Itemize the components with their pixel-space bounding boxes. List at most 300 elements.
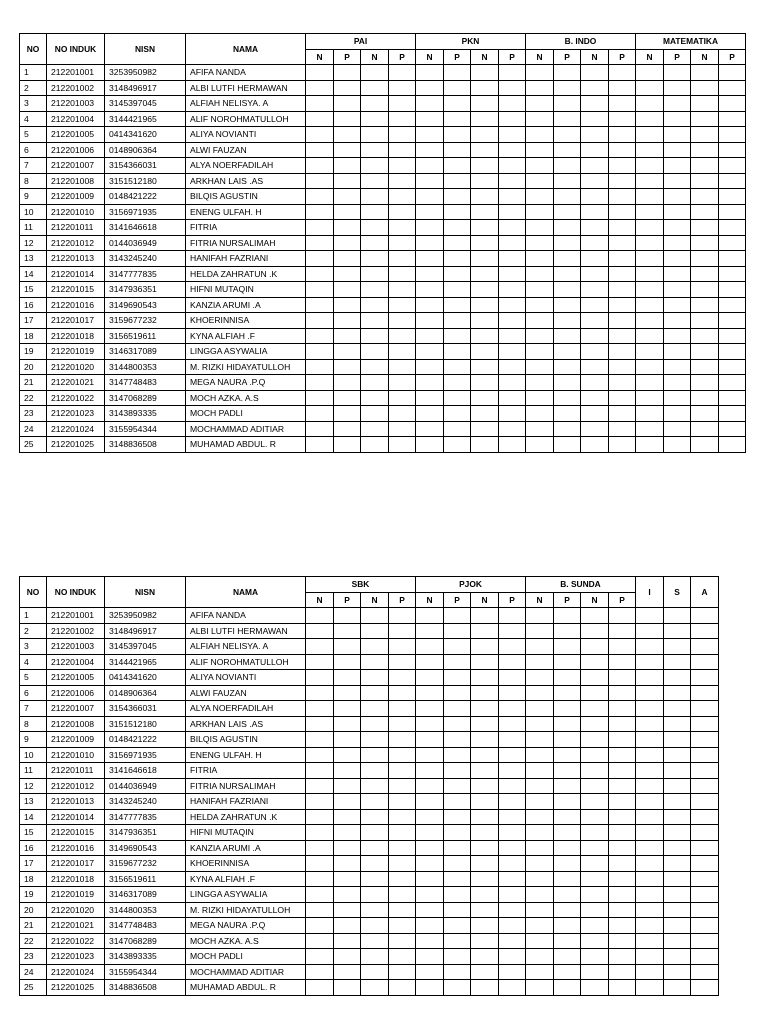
score-cell[interactable] bbox=[389, 716, 416, 732]
score-cell[interactable] bbox=[609, 437, 636, 453]
score-cell[interactable] bbox=[444, 359, 471, 375]
score-cell[interactable] bbox=[691, 344, 719, 360]
score-cell[interactable] bbox=[444, 964, 471, 980]
score-cell[interactable] bbox=[609, 685, 636, 701]
score-cell[interactable] bbox=[664, 608, 691, 624]
score-cell[interactable] bbox=[581, 809, 609, 825]
score-cell[interactable] bbox=[609, 825, 636, 841]
score-cell[interactable] bbox=[499, 406, 526, 422]
score-cell[interactable] bbox=[554, 871, 581, 887]
score-cell[interactable] bbox=[334, 933, 361, 949]
score-cell[interactable] bbox=[499, 251, 526, 267]
score-cell[interactable] bbox=[389, 437, 416, 453]
score-cell[interactable] bbox=[719, 282, 746, 298]
score-cell[interactable] bbox=[306, 856, 334, 872]
score-cell[interactable] bbox=[581, 406, 609, 422]
score-cell[interactable] bbox=[471, 251, 499, 267]
score-cell[interactable] bbox=[499, 375, 526, 391]
score-cell[interactable] bbox=[444, 127, 471, 143]
score-cell[interactable] bbox=[499, 747, 526, 763]
score-cell[interactable] bbox=[334, 390, 361, 406]
score-cell[interactable] bbox=[361, 732, 389, 748]
score-cell[interactable] bbox=[554, 825, 581, 841]
score-cell[interactable] bbox=[581, 949, 609, 965]
score-cell[interactable] bbox=[444, 96, 471, 112]
score-cell[interactable] bbox=[499, 297, 526, 313]
score-cell[interactable] bbox=[581, 701, 609, 717]
score-cell[interactable] bbox=[581, 251, 609, 267]
score-cell[interactable] bbox=[334, 158, 361, 174]
score-cell[interactable] bbox=[554, 763, 581, 779]
score-cell[interactable] bbox=[471, 794, 499, 810]
score-cell[interactable] bbox=[444, 313, 471, 329]
score-cell[interactable] bbox=[526, 421, 554, 437]
score-cell[interactable] bbox=[609, 716, 636, 732]
score-cell[interactable] bbox=[719, 313, 746, 329]
score-cell[interactable] bbox=[306, 701, 334, 717]
score-cell[interactable] bbox=[691, 127, 719, 143]
score-cell[interactable] bbox=[361, 111, 389, 127]
score-cell[interactable] bbox=[444, 204, 471, 220]
score-cell[interactable] bbox=[471, 840, 499, 856]
score-cell[interactable] bbox=[636, 96, 664, 112]
score-cell[interactable] bbox=[306, 235, 334, 251]
score-cell[interactable] bbox=[444, 716, 471, 732]
score-cell[interactable] bbox=[691, 204, 719, 220]
score-cell[interactable] bbox=[609, 918, 636, 934]
score-cell[interactable] bbox=[526, 654, 554, 670]
score-cell[interactable] bbox=[361, 96, 389, 112]
score-cell[interactable] bbox=[664, 173, 691, 189]
score-cell[interactable] bbox=[664, 235, 691, 251]
score-cell[interactable] bbox=[471, 670, 499, 686]
score-cell[interactable] bbox=[444, 980, 471, 996]
score-cell[interactable] bbox=[691, 608, 719, 624]
score-cell[interactable] bbox=[691, 670, 719, 686]
score-cell[interactable] bbox=[416, 933, 444, 949]
score-cell[interactable] bbox=[609, 390, 636, 406]
score-cell[interactable] bbox=[499, 716, 526, 732]
score-cell[interactable] bbox=[471, 437, 499, 453]
score-cell[interactable] bbox=[444, 794, 471, 810]
score-cell[interactable] bbox=[554, 173, 581, 189]
score-cell[interactable] bbox=[609, 747, 636, 763]
score-cell[interactable] bbox=[719, 96, 746, 112]
score-cell[interactable] bbox=[664, 127, 691, 143]
score-cell[interactable] bbox=[636, 778, 664, 794]
score-cell[interactable] bbox=[636, 282, 664, 298]
score-cell[interactable] bbox=[664, 344, 691, 360]
score-cell[interactable] bbox=[306, 763, 334, 779]
score-cell[interactable] bbox=[499, 840, 526, 856]
score-cell[interactable] bbox=[636, 375, 664, 391]
score-cell[interactable] bbox=[389, 359, 416, 375]
score-cell[interactable] bbox=[664, 949, 691, 965]
score-cell[interactable] bbox=[416, 778, 444, 794]
score-cell[interactable] bbox=[691, 809, 719, 825]
score-cell[interactable] bbox=[499, 639, 526, 655]
score-cell[interactable] bbox=[581, 204, 609, 220]
score-cell[interactable] bbox=[691, 142, 719, 158]
score-cell[interactable] bbox=[581, 840, 609, 856]
score-cell[interactable] bbox=[609, 639, 636, 655]
score-cell[interactable] bbox=[554, 80, 581, 96]
score-cell[interactable] bbox=[554, 375, 581, 391]
score-cell[interactable] bbox=[361, 80, 389, 96]
score-cell[interactable] bbox=[691, 654, 719, 670]
score-cell[interactable] bbox=[526, 313, 554, 329]
score-cell[interactable] bbox=[581, 328, 609, 344]
score-cell[interactable] bbox=[609, 763, 636, 779]
score-cell[interactable] bbox=[361, 918, 389, 934]
score-cell[interactable] bbox=[389, 933, 416, 949]
score-cell[interactable] bbox=[361, 809, 389, 825]
score-cell[interactable] bbox=[636, 670, 664, 686]
score-cell[interactable] bbox=[719, 421, 746, 437]
score-cell[interactable] bbox=[444, 111, 471, 127]
score-cell[interactable] bbox=[691, 685, 719, 701]
score-cell[interactable] bbox=[334, 856, 361, 872]
score-cell[interactable] bbox=[444, 173, 471, 189]
score-cell[interactable] bbox=[334, 623, 361, 639]
score-cell[interactable] bbox=[636, 902, 664, 918]
score-cell[interactable] bbox=[554, 406, 581, 422]
score-cell[interactable] bbox=[306, 328, 334, 344]
score-cell[interactable] bbox=[306, 887, 334, 903]
score-cell[interactable] bbox=[526, 158, 554, 174]
score-cell[interactable] bbox=[499, 189, 526, 205]
score-cell[interactable] bbox=[526, 375, 554, 391]
score-cell[interactable] bbox=[471, 313, 499, 329]
score-cell[interactable] bbox=[499, 933, 526, 949]
score-cell[interactable] bbox=[444, 375, 471, 391]
score-cell[interactable] bbox=[526, 825, 554, 841]
score-cell[interactable] bbox=[526, 856, 554, 872]
score-cell[interactable] bbox=[361, 701, 389, 717]
score-cell[interactable] bbox=[471, 825, 499, 841]
score-cell[interactable] bbox=[581, 297, 609, 313]
score-cell[interactable] bbox=[636, 871, 664, 887]
score-cell[interactable] bbox=[554, 623, 581, 639]
score-cell[interactable] bbox=[334, 142, 361, 158]
score-cell[interactable] bbox=[334, 344, 361, 360]
score-cell[interactable] bbox=[389, 204, 416, 220]
score-cell[interactable] bbox=[334, 639, 361, 655]
score-cell[interactable] bbox=[444, 282, 471, 298]
score-cell[interactable] bbox=[334, 204, 361, 220]
score-cell[interactable] bbox=[636, 251, 664, 267]
score-cell[interactable] bbox=[416, 809, 444, 825]
score-cell[interactable] bbox=[334, 189, 361, 205]
score-cell[interactable] bbox=[361, 871, 389, 887]
score-cell[interactable] bbox=[719, 127, 746, 143]
score-cell[interactable] bbox=[526, 918, 554, 934]
score-cell[interactable] bbox=[526, 980, 554, 996]
score-cell[interactable] bbox=[719, 437, 746, 453]
score-cell[interactable] bbox=[361, 716, 389, 732]
score-cell[interactable] bbox=[306, 251, 334, 267]
score-cell[interactable] bbox=[306, 220, 334, 236]
score-cell[interactable] bbox=[306, 96, 334, 112]
score-cell[interactable] bbox=[609, 406, 636, 422]
score-cell[interactable] bbox=[609, 251, 636, 267]
score-cell[interactable] bbox=[691, 887, 719, 903]
score-cell[interactable] bbox=[691, 871, 719, 887]
score-cell[interactable] bbox=[526, 173, 554, 189]
score-cell[interactable] bbox=[691, 173, 719, 189]
score-cell[interactable] bbox=[636, 158, 664, 174]
score-cell[interactable] bbox=[306, 639, 334, 655]
score-cell[interactable] bbox=[581, 933, 609, 949]
score-cell[interactable] bbox=[499, 266, 526, 282]
score-cell[interactable] bbox=[636, 964, 664, 980]
score-cell[interactable] bbox=[719, 390, 746, 406]
score-cell[interactable] bbox=[691, 313, 719, 329]
score-cell[interactable] bbox=[306, 390, 334, 406]
score-cell[interactable] bbox=[636, 235, 664, 251]
score-cell[interactable] bbox=[389, 794, 416, 810]
score-cell[interactable] bbox=[664, 887, 691, 903]
score-cell[interactable] bbox=[389, 747, 416, 763]
score-cell[interactable] bbox=[416, 313, 444, 329]
score-cell[interactable] bbox=[499, 220, 526, 236]
score-cell[interactable] bbox=[334, 778, 361, 794]
score-cell[interactable] bbox=[554, 778, 581, 794]
score-cell[interactable] bbox=[416, 282, 444, 298]
score-cell[interactable] bbox=[499, 964, 526, 980]
score-cell[interactable] bbox=[499, 96, 526, 112]
score-cell[interactable] bbox=[499, 685, 526, 701]
score-cell[interactable] bbox=[471, 949, 499, 965]
score-cell[interactable] bbox=[306, 654, 334, 670]
score-cell[interactable] bbox=[389, 390, 416, 406]
score-cell[interactable] bbox=[691, 297, 719, 313]
score-cell[interactable] bbox=[471, 809, 499, 825]
score-cell[interactable] bbox=[691, 639, 719, 655]
score-cell[interactable] bbox=[444, 778, 471, 794]
score-cell[interactable] bbox=[554, 142, 581, 158]
score-cell[interactable] bbox=[499, 918, 526, 934]
score-cell[interactable] bbox=[664, 654, 691, 670]
score-cell[interactable] bbox=[581, 608, 609, 624]
score-cell[interactable] bbox=[526, 949, 554, 965]
score-cell[interactable] bbox=[636, 297, 664, 313]
score-cell[interactable] bbox=[581, 918, 609, 934]
score-cell[interactable] bbox=[444, 654, 471, 670]
score-cell[interactable] bbox=[554, 887, 581, 903]
score-cell[interactable] bbox=[664, 96, 691, 112]
score-cell[interactable] bbox=[691, 251, 719, 267]
score-cell[interactable] bbox=[636, 716, 664, 732]
score-cell[interactable] bbox=[361, 173, 389, 189]
score-cell[interactable] bbox=[526, 623, 554, 639]
score-cell[interactable] bbox=[471, 220, 499, 236]
score-cell[interactable] bbox=[361, 421, 389, 437]
score-cell[interactable] bbox=[609, 96, 636, 112]
score-cell[interactable] bbox=[361, 204, 389, 220]
score-cell[interactable] bbox=[499, 887, 526, 903]
score-cell[interactable] bbox=[389, 701, 416, 717]
score-cell[interactable] bbox=[554, 251, 581, 267]
score-cell[interactable] bbox=[554, 949, 581, 965]
score-cell[interactable] bbox=[471, 716, 499, 732]
score-cell[interactable] bbox=[581, 902, 609, 918]
score-cell[interactable] bbox=[636, 406, 664, 422]
score-cell[interactable] bbox=[499, 235, 526, 251]
score-cell[interactable] bbox=[554, 980, 581, 996]
score-cell[interactable] bbox=[471, 639, 499, 655]
score-cell[interactable] bbox=[416, 297, 444, 313]
score-cell[interactable] bbox=[361, 949, 389, 965]
score-cell[interactable] bbox=[306, 297, 334, 313]
score-cell[interactable] bbox=[334, 701, 361, 717]
score-cell[interactable] bbox=[581, 421, 609, 437]
score-cell[interactable] bbox=[526, 639, 554, 655]
score-cell[interactable] bbox=[306, 344, 334, 360]
score-cell[interactable] bbox=[581, 825, 609, 841]
score-cell[interactable] bbox=[554, 158, 581, 174]
score-cell[interactable] bbox=[306, 189, 334, 205]
score-cell[interactable] bbox=[306, 778, 334, 794]
score-cell[interactable] bbox=[361, 266, 389, 282]
score-cell[interactable] bbox=[664, 375, 691, 391]
score-cell[interactable] bbox=[361, 189, 389, 205]
score-cell[interactable] bbox=[306, 840, 334, 856]
score-cell[interactable] bbox=[361, 840, 389, 856]
score-cell[interactable] bbox=[636, 654, 664, 670]
score-cell[interactable] bbox=[719, 251, 746, 267]
score-cell[interactable] bbox=[471, 173, 499, 189]
score-cell[interactable] bbox=[361, 778, 389, 794]
score-cell[interactable] bbox=[334, 297, 361, 313]
score-cell[interactable] bbox=[444, 856, 471, 872]
score-cell[interactable] bbox=[609, 856, 636, 872]
score-cell[interactable] bbox=[664, 282, 691, 298]
score-cell[interactable] bbox=[416, 964, 444, 980]
score-cell[interactable] bbox=[306, 127, 334, 143]
score-cell[interactable] bbox=[636, 437, 664, 453]
score-cell[interactable] bbox=[719, 204, 746, 220]
score-cell[interactable] bbox=[609, 964, 636, 980]
score-cell[interactable] bbox=[499, 701, 526, 717]
score-cell[interactable] bbox=[306, 871, 334, 887]
score-cell[interactable] bbox=[554, 437, 581, 453]
score-cell[interactable] bbox=[306, 623, 334, 639]
score-cell[interactable] bbox=[361, 763, 389, 779]
score-cell[interactable] bbox=[499, 344, 526, 360]
score-cell[interactable] bbox=[636, 421, 664, 437]
score-cell[interactable] bbox=[389, 235, 416, 251]
score-cell[interactable] bbox=[499, 608, 526, 624]
score-cell[interactable] bbox=[389, 871, 416, 887]
score-cell[interactable] bbox=[499, 809, 526, 825]
score-cell[interactable] bbox=[664, 158, 691, 174]
score-cell[interactable] bbox=[306, 173, 334, 189]
score-cell[interactable] bbox=[499, 173, 526, 189]
score-cell[interactable] bbox=[471, 80, 499, 96]
score-cell[interactable] bbox=[499, 80, 526, 96]
score-cell[interactable] bbox=[306, 716, 334, 732]
score-cell[interactable] bbox=[526, 871, 554, 887]
score-cell[interactable] bbox=[389, 763, 416, 779]
score-cell[interactable] bbox=[389, 266, 416, 282]
score-cell[interactable] bbox=[636, 747, 664, 763]
score-cell[interactable] bbox=[691, 840, 719, 856]
score-cell[interactable] bbox=[719, 359, 746, 375]
score-cell[interactable] bbox=[389, 158, 416, 174]
score-cell[interactable] bbox=[609, 235, 636, 251]
score-cell[interactable] bbox=[444, 142, 471, 158]
score-cell[interactable] bbox=[609, 158, 636, 174]
score-cell[interactable] bbox=[471, 685, 499, 701]
score-cell[interactable] bbox=[444, 608, 471, 624]
score-cell[interactable] bbox=[444, 732, 471, 748]
score-cell[interactable] bbox=[444, 902, 471, 918]
score-cell[interactable] bbox=[691, 375, 719, 391]
score-cell[interactable] bbox=[719, 220, 746, 236]
score-cell[interactable] bbox=[581, 235, 609, 251]
score-cell[interactable] bbox=[691, 623, 719, 639]
score-cell[interactable] bbox=[499, 328, 526, 344]
score-cell[interactable] bbox=[691, 747, 719, 763]
score-cell[interactable] bbox=[526, 685, 554, 701]
score-cell[interactable] bbox=[691, 701, 719, 717]
score-cell[interactable] bbox=[636, 701, 664, 717]
score-cell[interactable] bbox=[554, 794, 581, 810]
score-cell[interactable] bbox=[334, 65, 361, 81]
score-cell[interactable] bbox=[334, 747, 361, 763]
score-cell[interactable] bbox=[334, 794, 361, 810]
score-cell[interactable] bbox=[334, 173, 361, 189]
score-cell[interactable] bbox=[416, 763, 444, 779]
score-cell[interactable] bbox=[334, 80, 361, 96]
score-cell[interactable] bbox=[416, 158, 444, 174]
score-cell[interactable] bbox=[306, 313, 334, 329]
score-cell[interactable] bbox=[609, 778, 636, 794]
score-cell[interactable] bbox=[526, 297, 554, 313]
score-cell[interactable] bbox=[554, 701, 581, 717]
score-cell[interactable] bbox=[306, 437, 334, 453]
score-cell[interactable] bbox=[664, 716, 691, 732]
score-cell[interactable] bbox=[691, 220, 719, 236]
score-cell[interactable] bbox=[306, 918, 334, 934]
score-cell[interactable] bbox=[444, 685, 471, 701]
score-cell[interactable] bbox=[554, 840, 581, 856]
score-cell[interactable] bbox=[636, 390, 664, 406]
score-cell[interactable] bbox=[334, 902, 361, 918]
score-cell[interactable] bbox=[526, 933, 554, 949]
score-cell[interactable] bbox=[554, 716, 581, 732]
score-cell[interactable] bbox=[471, 887, 499, 903]
score-cell[interactable] bbox=[554, 390, 581, 406]
score-cell[interactable] bbox=[691, 763, 719, 779]
score-cell[interactable] bbox=[526, 220, 554, 236]
score-cell[interactable] bbox=[581, 778, 609, 794]
score-cell[interactable] bbox=[306, 204, 334, 220]
score-cell[interactable] bbox=[664, 933, 691, 949]
score-cell[interactable] bbox=[499, 65, 526, 81]
score-cell[interactable] bbox=[581, 794, 609, 810]
score-cell[interactable] bbox=[554, 964, 581, 980]
score-cell[interactable] bbox=[334, 840, 361, 856]
score-cell[interactable] bbox=[334, 266, 361, 282]
score-cell[interactable] bbox=[389, 964, 416, 980]
score-cell[interactable] bbox=[719, 142, 746, 158]
score-cell[interactable] bbox=[471, 871, 499, 887]
score-cell[interactable] bbox=[306, 825, 334, 841]
score-cell[interactable] bbox=[499, 623, 526, 639]
score-cell[interactable] bbox=[471, 732, 499, 748]
